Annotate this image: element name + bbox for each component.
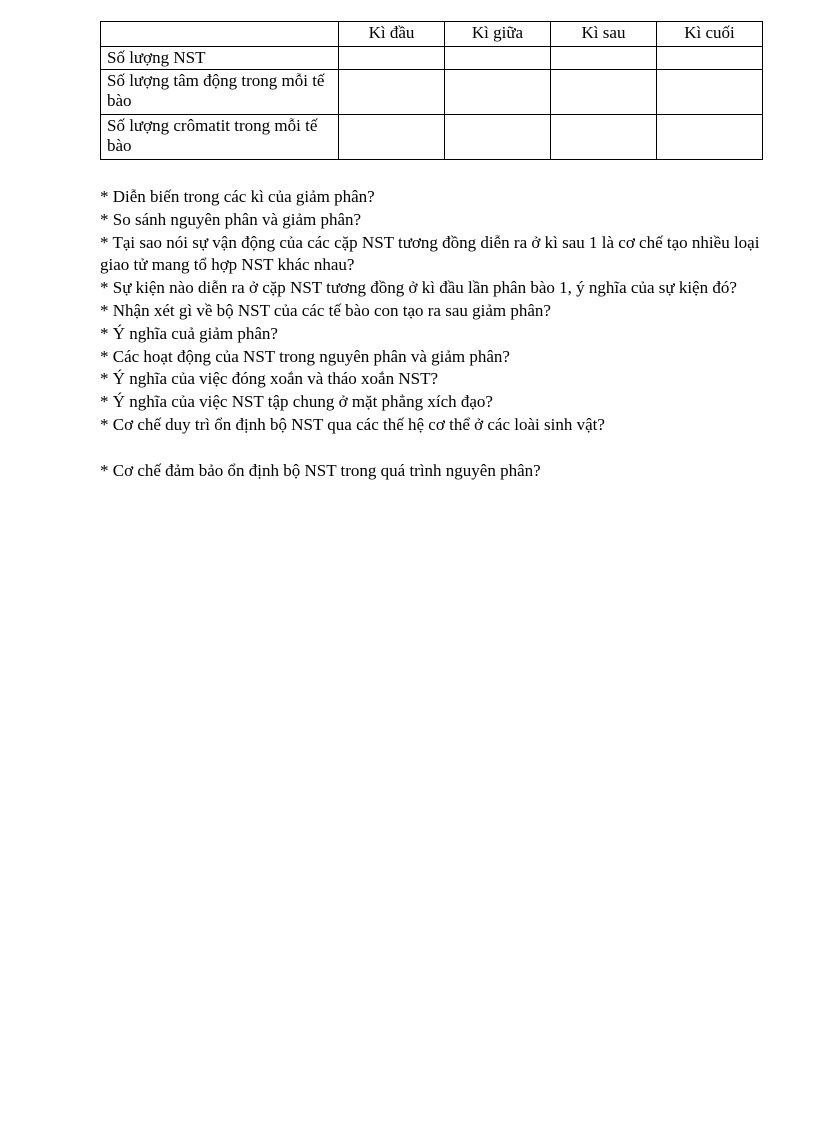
question-item: * Diễn biến trong các kì của giảm phân?	[100, 187, 375, 206]
question-list	[100, 186, 760, 483]
table-header-ki-sau: Kì sau	[551, 22, 657, 47]
table-cell	[445, 115, 551, 160]
table-header-ki-giua: Kì giữa	[445, 22, 551, 47]
question-item: * Ý nghĩa của việc đóng xoắn và tháo xoắn NST?	[100, 369, 439, 389]
question-item: * Ý nghĩa cuả giảm phân?	[100, 323, 278, 343]
table-cell	[339, 47, 445, 70]
table-row	[101, 47, 763, 70]
question-item: * Các hoạt động của NST trong nguyên phân và giảm phân?	[100, 346, 510, 366]
table-cell	[339, 115, 445, 160]
table-header-empty	[101, 22, 339, 47]
table-cell	[339, 70, 445, 115]
question-item: * Ý nghĩa của việc NST tập chung ở mặt phẳng xích đạo?	[100, 392, 493, 412]
table-cell	[657, 47, 763, 70]
table-cell	[445, 47, 551, 70]
question-item: * Cơ chế đảm bảo ổn định bộ NST trong quá trình nguyên phân?	[100, 460, 541, 480]
question-item: * Tại sao nói sự vận động của các cặp NST tương đồng diễn ra ở kì sau 1 là cơ chế tạo nhiều loại giao tử mang tổ hợp NST khác nhau?	[100, 232, 760, 275]
question-item: * Cơ chế duy trì ổn định bộ NST qua các thế hệ cơ thể ở các loài sinh vật?	[100, 414, 605, 434]
table-cell	[657, 115, 763, 160]
row-label-so-luong-nst: Số lượng NST	[101, 47, 339, 70]
table-cell	[657, 70, 763, 115]
table-cell	[551, 70, 657, 115]
question-item: * Sự kiện nào diễn ra ở cặp NST tương đồng ở kì đầu lần phân bào 1, ý nghĩa của sự kiện đó?	[100, 278, 737, 298]
row-label-tam-dong: Số lượng tâm động trong mỗi tế bào	[101, 70, 339, 115]
row-label-cromatit: Số lượng crômatit trong mỗi tế bào	[101, 115, 339, 160]
table-header-row	[101, 22, 763, 47]
table-cell	[445, 70, 551, 115]
question-item: * So sánh nguyên phân và giảm phân?	[100, 209, 362, 229]
table-row	[101, 70, 763, 115]
blank-line	[100, 437, 760, 460]
question-item: * Nhận xét gì về bộ NST của các tế bào con tạo ra sau giảm phân?	[100, 300, 551, 320]
chromosome-table	[100, 21, 763, 160]
table-header-ki-cuoi: Kì cuối	[657, 22, 763, 47]
table-row	[101, 115, 763, 160]
table-cell	[551, 115, 657, 160]
table-cell	[551, 47, 657, 70]
table-header-ki-dau: Kì đầu	[339, 22, 445, 47]
